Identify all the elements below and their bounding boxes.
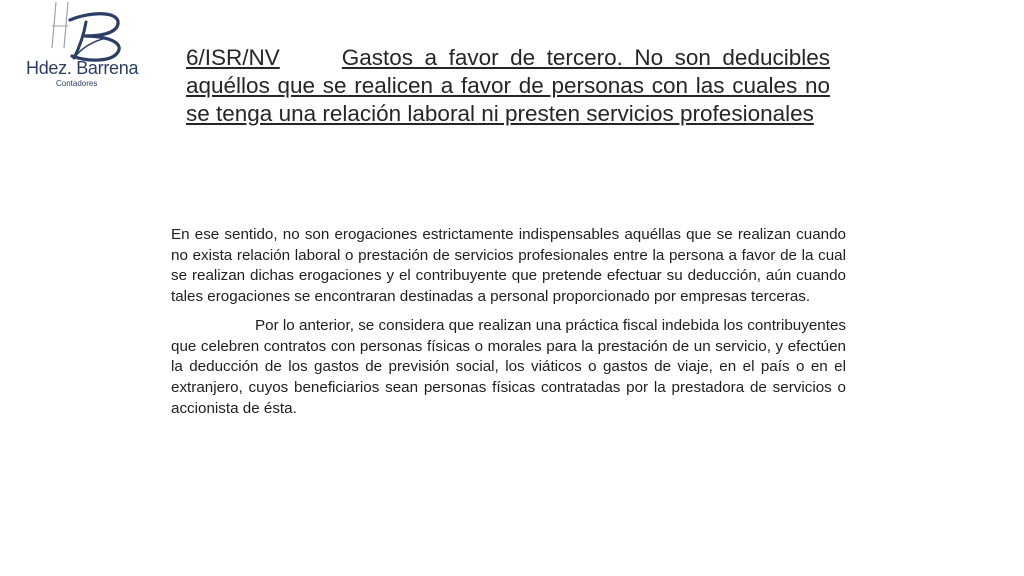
body-paragraph: En ese sentido, no son erogaciones estrictamente indispensables aquéllas que se realizan cuando no exista relación laboral o prestación de servicios profesionales entre la persona a favor de la cual se realizan dichas erogaciones y el contribuyente que pretende efectuar su deducción, aún cuando tales erogaciones se encontraran destinadas a personal proporcionado por empresas terceras. xyxy=(171,226,846,306)
logo-subtitle: Contadores xyxy=(56,79,98,88)
logo-name: Hdez. Barrena xyxy=(26,58,139,78)
body-paragraph: Por lo anterior, se considera que realizan una práctica fiscal indebida los contribuyentes que celebren contratos con personas físicas o morales para la prestación de un servicio, y efectúen la deducción de los gastos de previsión social, los viáticos o gastos de viaje, en el país o en el extranjero, cuyos beneficiarios sean personas físicas contratadas por la prestadora de servicios o accionista de ésta. xyxy=(171,316,846,417)
title-code: 6/ISR/NV xyxy=(186,45,280,70)
slide-title xyxy=(186,44,830,128)
title-text: Gastos a favor de tercero. No son deducibles aquéllos que se realicen a favor de personas con las cuales no se tenga una relación laboral ni presten servicios profesionales xyxy=(186,45,830,126)
company-logo xyxy=(8,0,158,100)
body-text xyxy=(171,225,846,427)
